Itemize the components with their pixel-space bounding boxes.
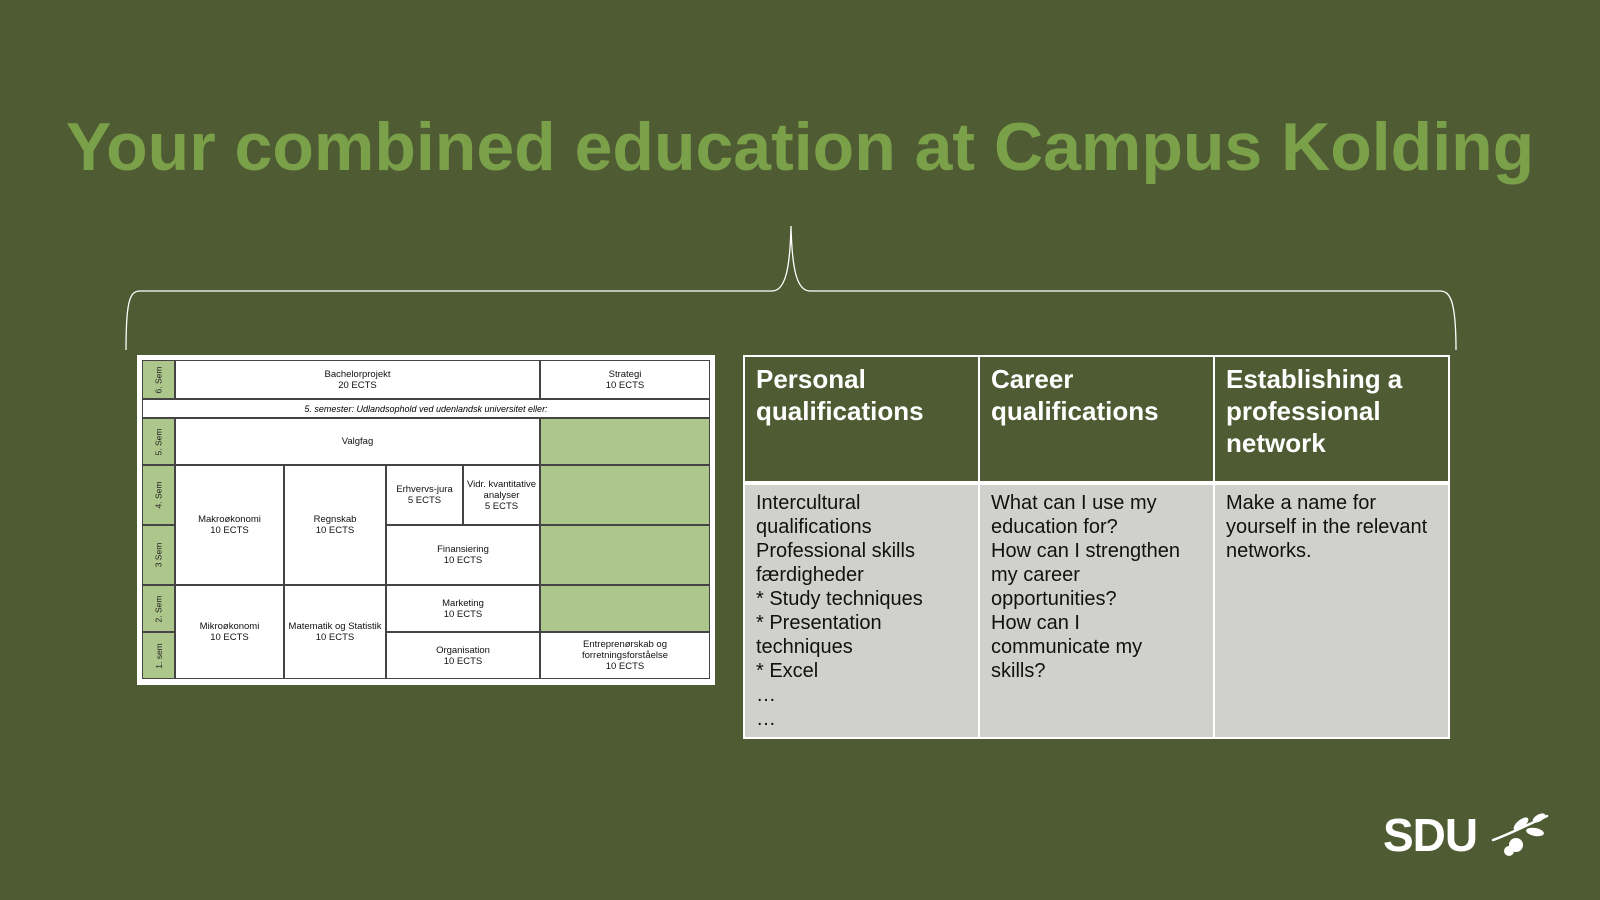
list-item: … — [756, 684, 776, 706]
list-item: Intercultural qualifications — [756, 492, 872, 538]
list-item: * Study techniques — [756, 588, 923, 610]
list-item: … — [756, 708, 776, 730]
semester-label: 3 Sem — [142, 525, 175, 585]
header-personal-qualifications: Personal qualifications — [744, 356, 979, 483]
list-item: Professional skills færdigheder — [756, 540, 915, 586]
course-finansiering: Finansiering 10 ECTS — [386, 525, 540, 585]
empty-green-cell — [540, 585, 710, 632]
list-item: How can I communicate my skills? — [991, 612, 1143, 682]
semester-label: 2. Sem — [142, 585, 175, 632]
career-qualifications-cell — [979, 483, 1214, 738]
course-matematik-statistik: Matematik og Statistik 10 ECTS — [284, 585, 386, 679]
empty-green-cell — [540, 525, 710, 585]
course-mikrooekonomi: Mikroøkonomi 10 ECTS — [175, 585, 284, 679]
list-item: * Excel — [756, 660, 819, 682]
course-makrooekonomi: Makroøkonomi 10 ECTS — [175, 465, 284, 585]
qualifications-table — [743, 355, 1450, 739]
list-item: * Presentation techniques — [756, 612, 882, 658]
course-erhvervsjura: Erhvervs-jura 5 ECTS — [386, 465, 463, 525]
personal-qualifications-cell — [744, 483, 979, 738]
empty-green-cell — [540, 418, 710, 465]
curriculum-grid — [137, 355, 715, 685]
semester-note: 5. semester: Udlandsophold ved udenlandsk universitet eller: — [142, 399, 710, 418]
course-entreprenoerskab: Entreprenørskab og forretningsforståelse 10 ECTS — [540, 632, 710, 679]
course-strategi: Strategi 10 ECTS — [540, 360, 710, 399]
course-marketing: Marketing 10 ECTS — [386, 585, 540, 632]
empty-green-cell — [540, 465, 710, 525]
course-kvantitative-analyser: Vidr. kvantitative analyser 5 ECTS — [463, 465, 540, 525]
list-item: How can I strengthen my career opportunities? — [991, 540, 1180, 610]
list-item: What can I use my education for? — [991, 492, 1157, 538]
semester-label: 1. sem — [142, 632, 175, 679]
header-career-qualifications: Career qualifications — [979, 356, 1214, 483]
semester-label: 4. Sem — [142, 465, 175, 525]
course-valgfag: Valgfag — [175, 418, 540, 465]
professional-network-cell — [1214, 483, 1449, 738]
sdu-logo — [1383, 810, 1548, 860]
semester-label: 5. Sem — [142, 418, 175, 465]
logo-text: SDU — [1383, 809, 1478, 861]
list-item: Make a name for yourself in the relevant networks. — [1226, 492, 1428, 562]
course-bachelorprojekt: Bachelorprojekt 20 ECTS — [175, 360, 540, 399]
semester-label: 6. Sem — [142, 360, 175, 399]
olive-branch-icon — [1491, 810, 1551, 858]
course-organisation: Organisation 10 ECTS — [386, 632, 540, 679]
header-professional-network: Establishing a professional network — [1214, 356, 1449, 483]
course-regnskab: Regnskab 10 ECTS — [284, 465, 386, 585]
slide-title: Your combined education at Campus Kolding — [65, 109, 1535, 185]
